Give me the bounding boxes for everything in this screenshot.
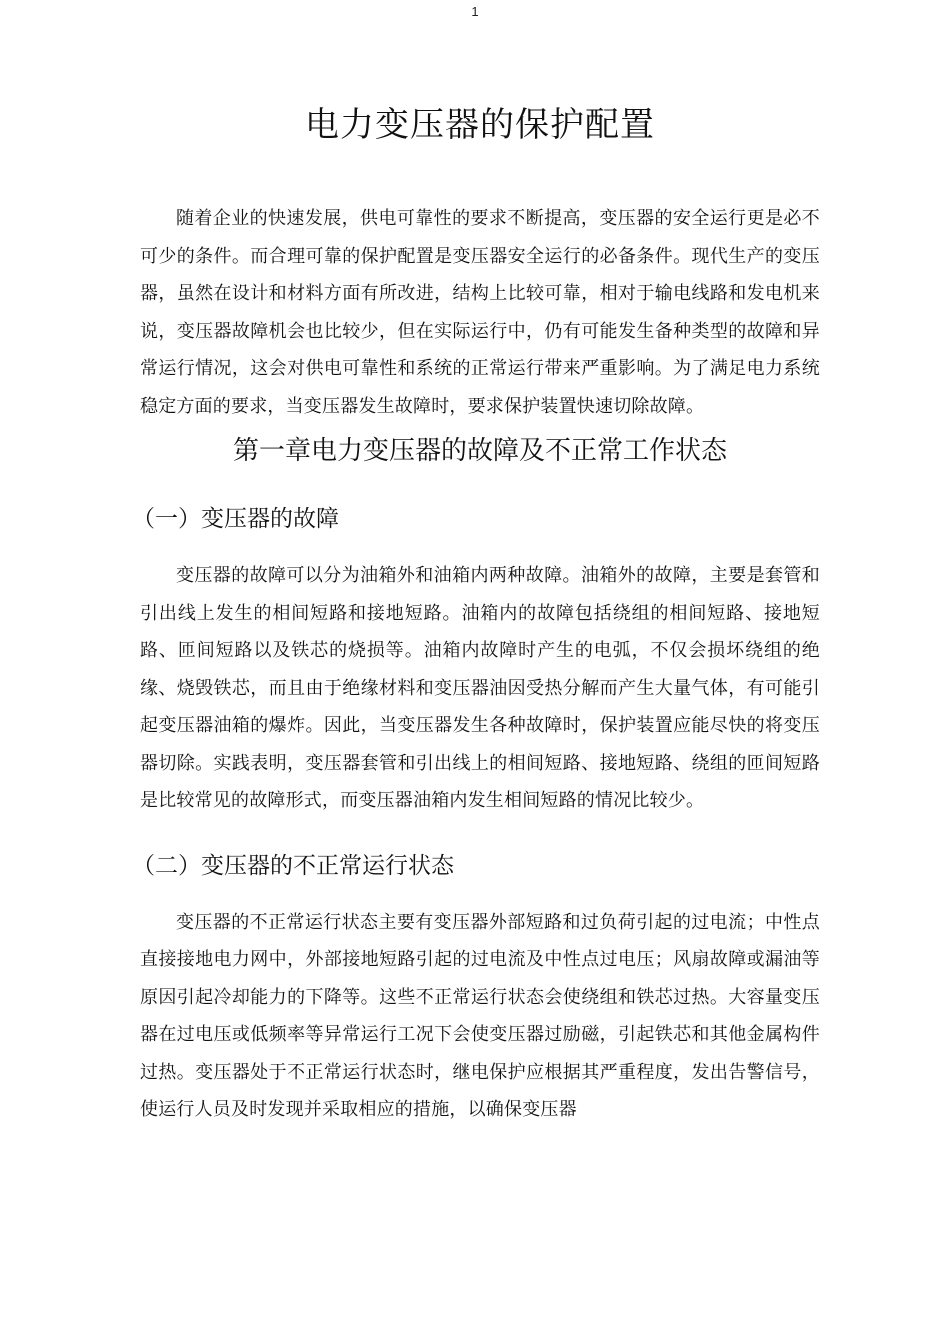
document-title: 电力变压器的保护配置 xyxy=(305,105,655,145)
section-1-paragraph: 变压器的故障可以分为油箱外和油箱内两种故障。油箱外的故障，主要是套管和引出线上发生的相间短路和接地短路。油箱内的故障包括绕组的相间短路、接地短路、匝间短路以及铁芯的烧损等。油箱内故障时产生的电弧，不仅会损坏绕组的绝缘、烧毁铁芯，而且由于绝缘材料和变压器油因受热分解而产生大量气体，有可能引起变压器油箱的爆炸。因此，当变压器发生各种故障时，保护装置应能尽快的将变压器切除。实践表明，变压器套管和引出线上的相间短路、接地短路、绕组的匝间短路是比较常见的故障形式，而变压器油箱内发生相间短路的情况比较少。 xyxy=(140,565,820,811)
intro-paragraph: 随着企业的快速发展，供电可靠性的要求不断提高，变压器的安全运行更是必不可少的条件。而合理可靠的保护配置是变压器安全运行的必备条件。现代生产的变压器，虽然在设计和材料方面有所改进，结构上比较可靠，相对于输电线路和发电机来说，变压器故障机会也比较少，但在实际运行中，仍有可能发生备种类型的故障和异常运行情况，这会对供电可靠性和系统的正常运行带来严重影响。为了满足电力系统稳定方面的要求，当变压器发生故障时，要求保护装置快速切除故障。 xyxy=(140,208,820,417)
chapter-1-title: 第一章电力变压器的故障及不正常工作状态 xyxy=(232,436,727,466)
section-1-title: （一）变压器的故障 xyxy=(132,506,339,532)
page-number: 1 xyxy=(471,4,479,19)
section-2-paragraph: 变压器的不正常运行状态主要有变压器外部短路和过负荷引起的过电流；中性点直接接地电力网中，外部接地短路引起的过电流及中性点过电压；风扇故障或漏油等原因引起冷却能力的下降等。这些不正常运行状态会使绕组和铁芯过热。大容量变压器在过电压或低频率等异常运行工况下会使变压器过励磁，引起铁芯和其他金属构件过热。变压器处于不正常运行状态时，继电保护应根据其严重程度，发出告警信号，使运行人员及时发现并采取相应的措施，以确保变压器 xyxy=(140,911,820,1120)
document-body xyxy=(132,100,820,1129)
section-2-title: （二）变压器的不正常运行状态 xyxy=(132,852,454,879)
